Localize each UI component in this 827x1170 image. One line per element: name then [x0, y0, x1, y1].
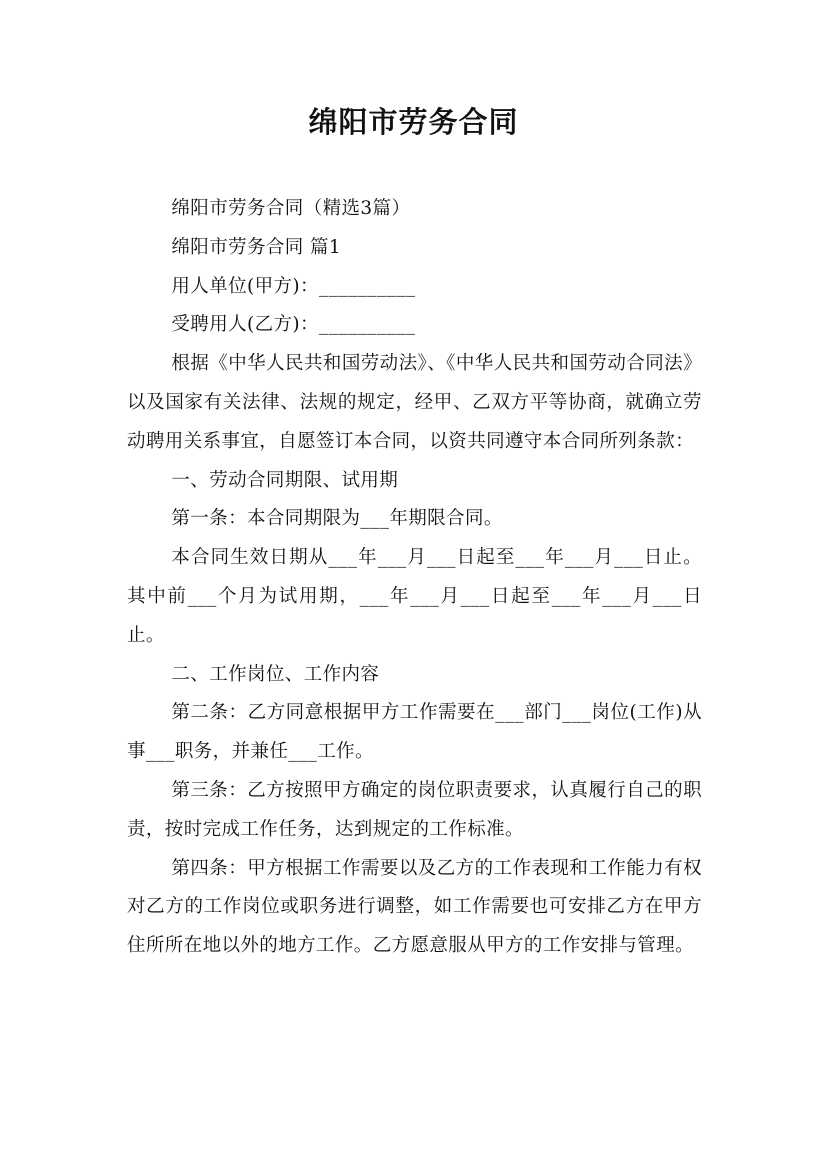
article-paragraph: 第一条：本合同期限为___年期限合同。 — [171, 508, 503, 530]
document-body — [127, 190, 702, 966]
party-a-line: 用人单位(甲方)：__________ — [171, 275, 416, 297]
article-paragraph: 第四条：甲方根据工作需要以及乙方的工作表现和工作能力有权对乙方的工作岗位或职务进行调整，如工作需要也可安排乙方在甲方住所所在地以外的地方工作。乙方愿意服从甲方的工作安排与管理。 — [127, 857, 702, 957]
chapter-heading: 一、劳动合同期限、试用期 — [171, 469, 399, 491]
chapter-heading: 二、工作岗位、工作内容 — [171, 663, 380, 685]
section-heading: 绵阳市劳务合同 篇1 — [171, 236, 342, 258]
party-b-line: 受聘用人(乙方)：__________ — [171, 314, 416, 336]
article-paragraph: 第三条：乙方按照甲方确定的岗位职责要求，认真履行自己的职责，按时完成工作任务，达到规定的工作标准。 — [127, 779, 702, 840]
article-paragraph: 本合同生效日期从___年___月___日起至___年___月___日止。其中前___个月为试用期，___年___月___日起至___年___月___日止。 — [127, 547, 702, 646]
document-subtitle: 绵阳市劳务合同（精选3篇） — [171, 198, 411, 219]
preamble-paragraph: 根据《中华人民共和国劳动法》、《中华人民共和国劳动合同法》以及国家有关法律、法规的规定，经甲、乙双方平等协商，就确立劳动聘用关系事宜，自愿签订本合同，以资共同遵守本合同所列条款： — [127, 353, 702, 452]
article-paragraph: 第二条：乙方同意根据甲方工作需要在___部门___岗位(工作)从事___职务，并兼任___工作。 — [127, 702, 702, 763]
document-title: 绵阳市劳务合同 — [308, 105, 519, 139]
